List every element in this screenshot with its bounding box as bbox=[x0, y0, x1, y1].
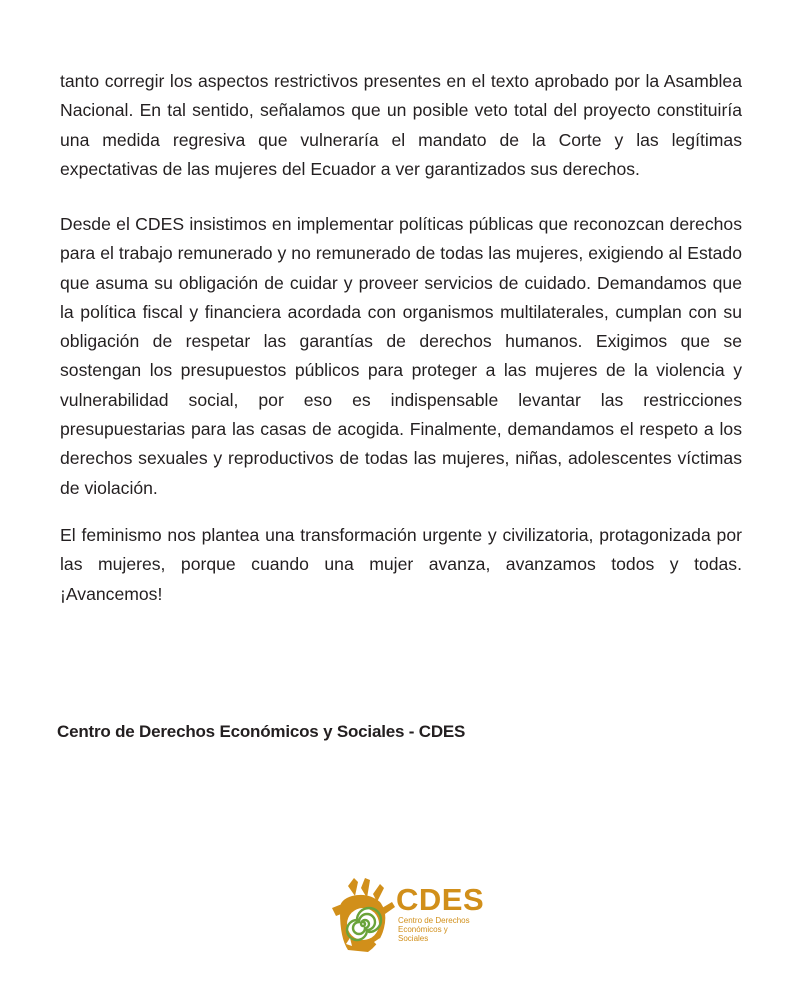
paragraph-demands: Desde el CDES insistimos en implementar políticas públicas que reconozcan derechos para el trabajo remunerado y no remunerado de todas las mujeres, exigiendo al Estado que asuma su obligación de cuidar y proveer servicios de cuidado. Demandamos que la política fiscal y financiera acordada con organismos multilaterales, cumplan con su obligación de respetar las garantías de derechos humanos. Exigimos que se sostengan los presupuestos públicos para proteger a las mujeres de la violencia y vulnerabilidad social, por eso es indispensable levantar las restricciones presupuestarias para las casas de acogida. Finalmente, demandamos el respeto a los derechos sexuales y reproductivos de todas las mujeres, niñas, adolescentes víctimas de violación. bbox=[60, 214, 742, 498]
logo-subtitle bbox=[398, 916, 478, 943]
cdes-logo bbox=[328, 878, 485, 958]
hand-spiral-logo-icon bbox=[328, 878, 398, 958]
paragraph-veto: tanto corregir los aspectos restrictivos presentes en el texto aprobado por la Asamblea Nacional. En tal sentido, señalamos que un posible veto total del proyecto constituiría una medida regresiva que vulneraría el mandato de la Corte y las legítimas expectativas de las mujeres del Ecuador a ver garantizados sus derechos. bbox=[60, 71, 742, 179]
paragraph-closing: El feminismo nos plantea una transformación urgente y civilizatoria, protagonizada por las mujeres, porque cuando una mujer avanza, avanzamos todos y todas. ¡Avancemos! bbox=[60, 525, 742, 604]
logo-title: CDES bbox=[396, 882, 485, 917]
logo-subtitle-line1: Centro de Derechos bbox=[398, 916, 470, 925]
signature: Centro de Derechos Económicos y Sociales - CDES bbox=[57, 722, 466, 741]
logo-subtitle-line2: Económicos y Sociales bbox=[398, 925, 448, 943]
